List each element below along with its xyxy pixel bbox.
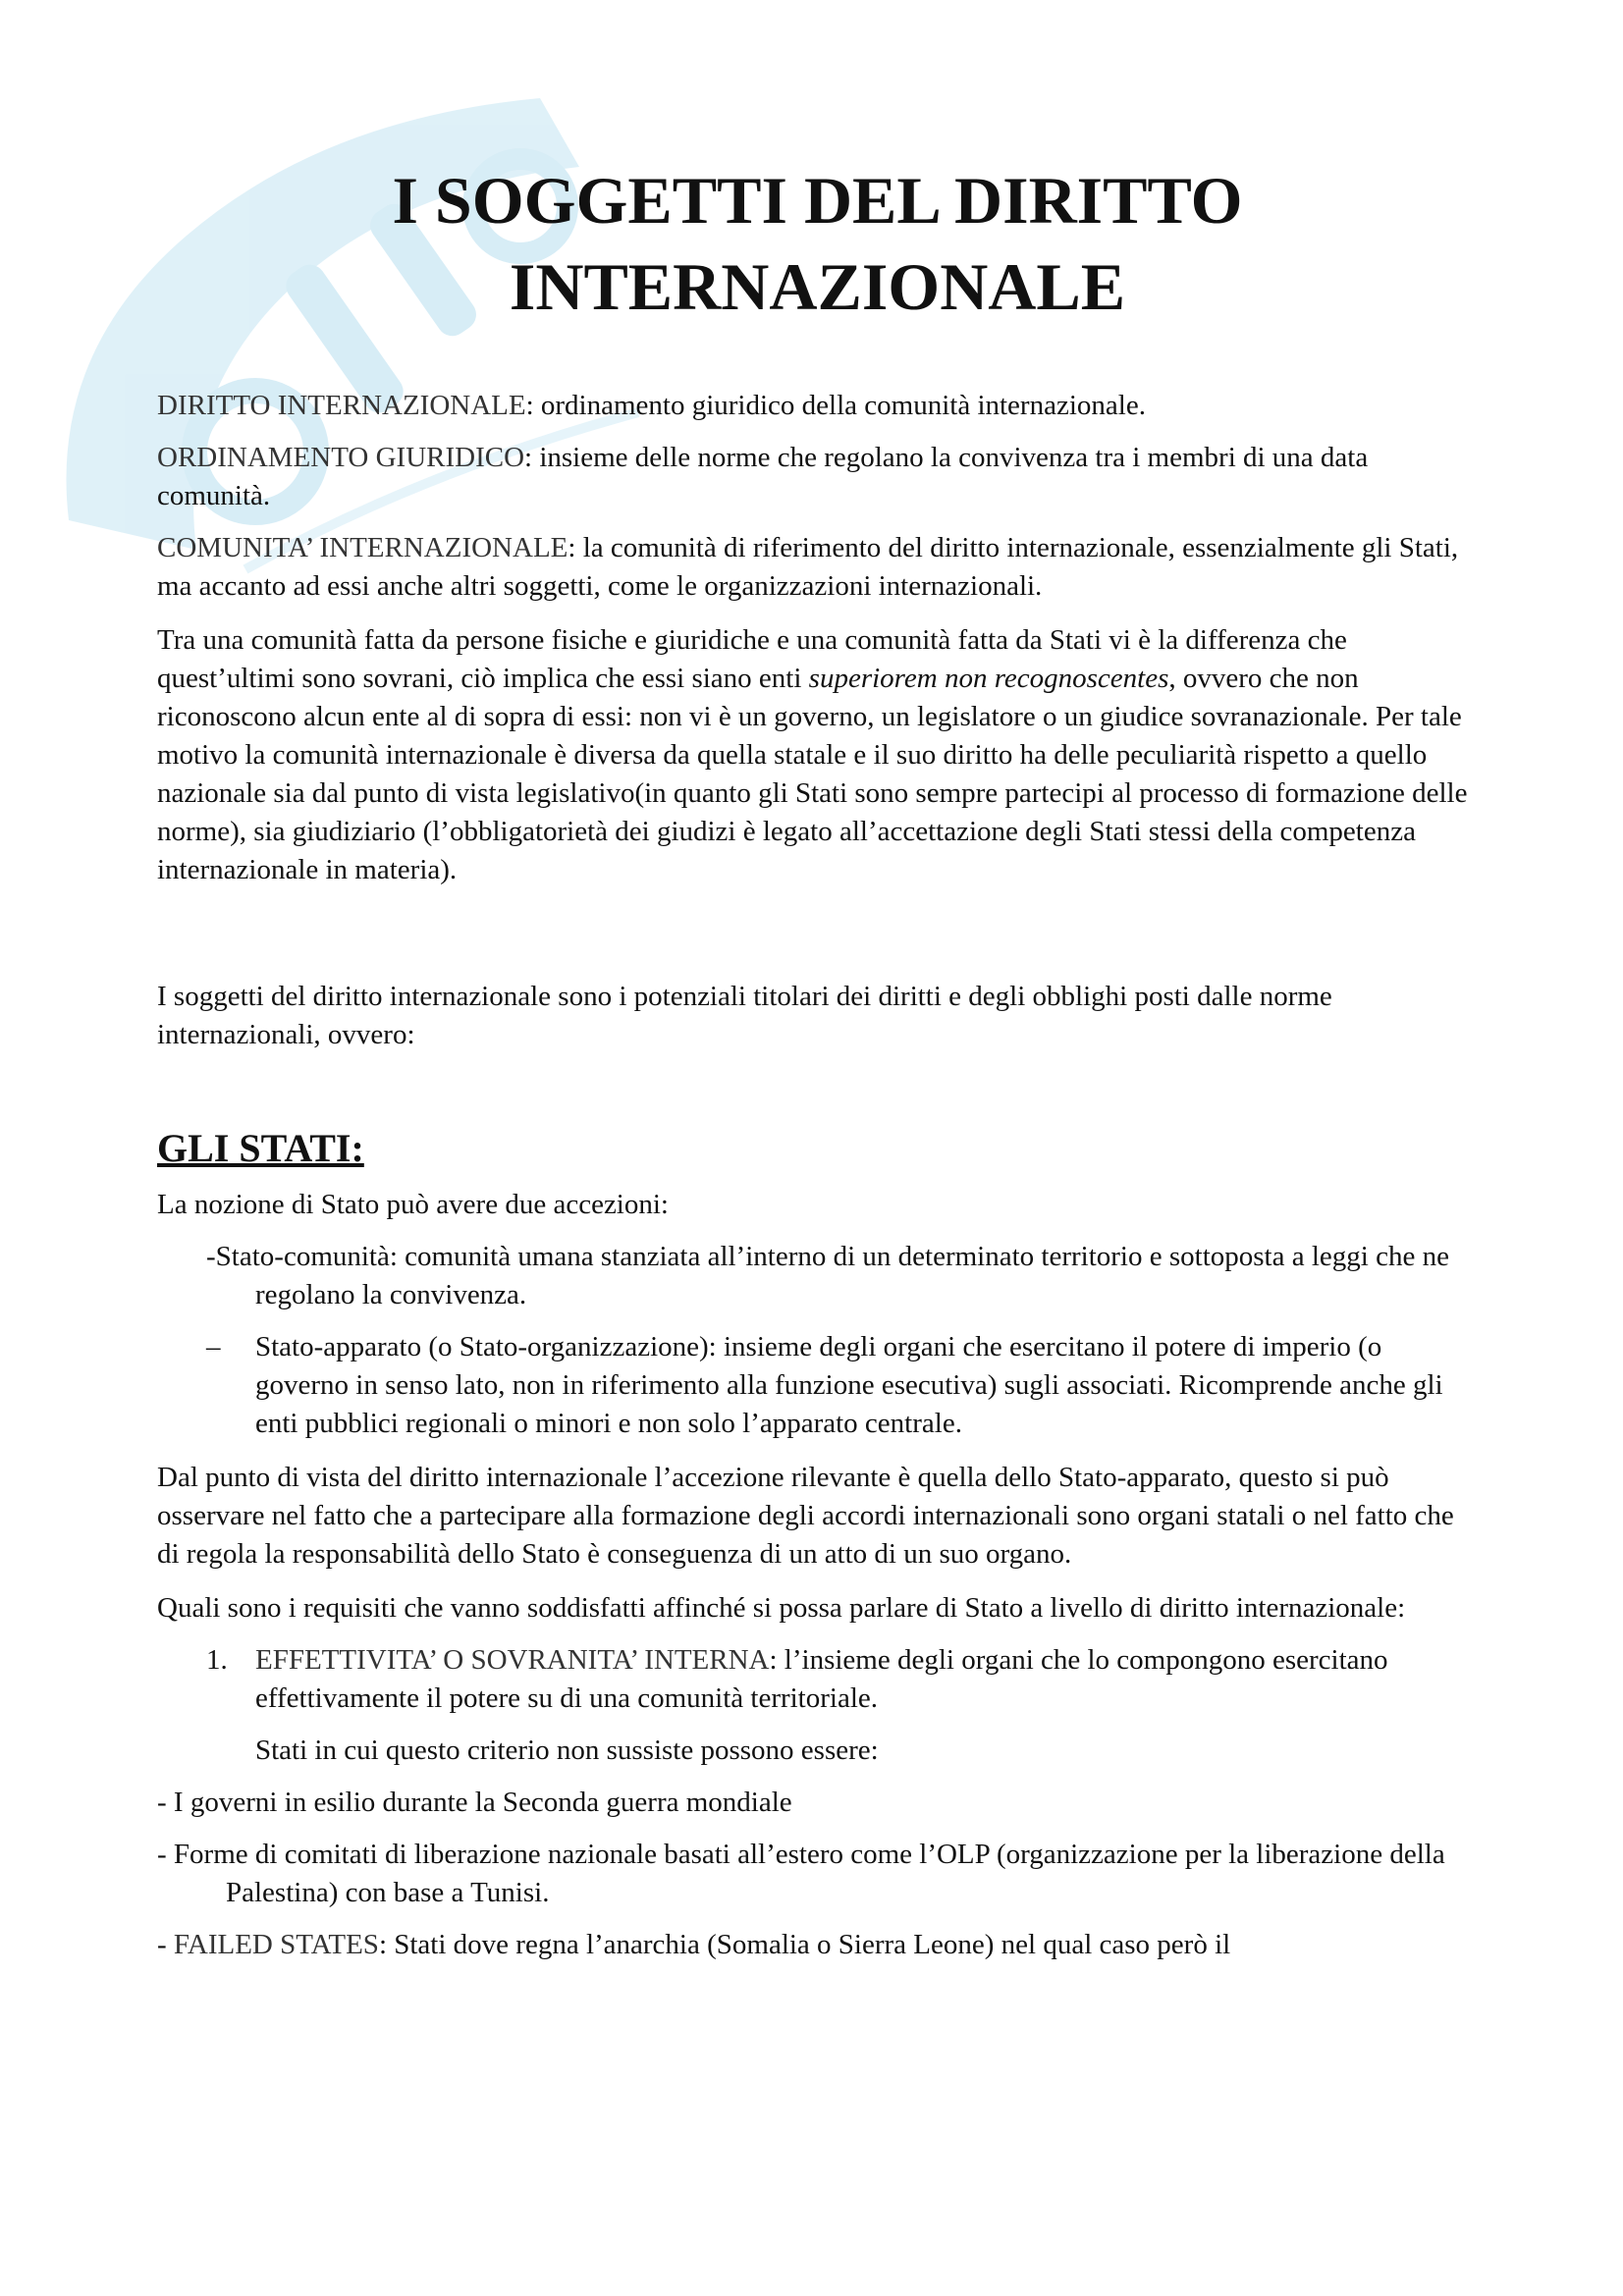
title-line-1: I SOGGETTI DEL DIRITTO	[392, 163, 1243, 238]
list-item	[157, 1238, 1478, 1314]
requirement-term: EFFETTIVITA’ O SOVRANITA’ INTERNA	[255, 1644, 770, 1676]
list-item-text: Stato-apparato (o Stato-organizzazione): insieme degli organi che esercitano il potere di imperio (o governo in senso lato, non in riferimento alla funzione esecutiva) sugli associati. Ricomprende anche gli enti pubblici regionali o minori e non solo l’apparato centrale.	[255, 1331, 1443, 1439]
list-dash: -	[206, 1241, 216, 1272]
list-number: 1.	[206, 1644, 228, 1676]
list-item	[157, 1641, 1478, 1718]
list-dash: -	[157, 1929, 174, 1960]
exceptions-lead: Stati in cui questo criterio non sussiste possono essere:	[255, 1735, 879, 1766]
document-page	[157, 0, 1478, 1964]
list-item	[157, 1926, 1478, 1964]
definition-ordinamento-giuridico	[157, 439, 1478, 515]
list-item-text: : Stati dove regna l’anarchia (Somalia o Sierra Leone) nel qual caso però il	[378, 1929, 1231, 1960]
paragraph-text: , ovvero che non riconoscono alcun ente al di sopra di essi: non vi è un governo, un legislatore o un giudice sovranazionale. Per tale motivo la comunità internazionale è diversa da quella statale e il suo diritto ha delle peculiarità rispetto a quello nazionale sia dal punto di vista legislativo(in quanto gli Stati sono sempre partecipi al processo di formazione delle norme), sia giudiziario (l’obbligatorietà dei giudizi è legato all’accettazione degli Stati stessi della competenza internazionale in materia).	[157, 663, 1468, 885]
latin-term: superiorem non recognoscentes	[808, 663, 1169, 694]
exceptions-list	[157, 1784, 1478, 1964]
list-item-text: Forme di comitati di liberazione nazionale basati all’estero come l’OLP (organizzazione per la liberazione della Palestina) con base a Tunisi.	[173, 1839, 1445, 1908]
paragraph-subjects-intro: I soggetti del diritto internazionale sono i potenziali titolari dei diritti e degli obblighi posti dalle norme internazionali, ovvero:	[157, 981, 1332, 1050]
requirements-lead: Quali sono i requisiti che vanno soddisfatti affinché si possa parlare di Stato a livello di diritto internazionale:	[157, 1592, 1406, 1624]
document-title	[157, 157, 1478, 330]
definition-diritto-internazionale	[157, 387, 1478, 425]
list-dash: -	[157, 1839, 174, 1870]
stati-meanings-list	[157, 1238, 1478, 1443]
paragraph-sovereignty	[157, 621, 1478, 889]
stati-lead: La nozione di Stato può avere due accezioni:	[157, 1189, 669, 1220]
list-item-term: FAILED STATES	[173, 1929, 379, 1960]
definition-text: : la comunità di riferimento del diritto internazionale, essenzialmente gli Stati, ma accanto ad essi anche altri soggetti, come le organizzazioni internazionali.	[157, 532, 1459, 602]
definitions-block	[157, 387, 1478, 606]
definition-term: ORDINAMENTO GIURIDICO	[157, 442, 525, 473]
list-item	[157, 1836, 1478, 1912]
definition-term: COMUNITA’ INTERNAZIONALE	[157, 532, 568, 563]
definition-comunita-internazionale	[157, 529, 1478, 606]
definition-text: : ordinamento giuridico della comunità internazionale.	[525, 390, 1146, 421]
definition-term: DIRITTO INTERNAZIONALE	[157, 390, 526, 421]
requirement-text: : l’insieme degli organi che lo compongono esercitano effettivamente il potere su di una comunità territoriale.	[255, 1644, 1388, 1714]
list-item	[157, 1328, 1478, 1443]
requirements-list	[157, 1641, 1478, 1718]
list-item-text: I governi in esilio durante la Seconda guerra mondiale	[173, 1787, 792, 1818]
list-dash: –	[206, 1331, 221, 1362]
section-heading-stati: GLI STATI:	[157, 1126, 364, 1170]
paragraph-relevance: Dal punto di vista del diritto internazionale l’accezione rilevante è quella dello Stato-apparato, questo si può osservare nel fatto che a partecipare alla formazione degli accordi internazionali sono organi statali o nel fatto che di regola la responsabilità dello Stato è conseguenza di un atto di un suo organo.	[157, 1462, 1454, 1570]
paragraph-text: Tra una comunità fatta da persone fisiche e giuridiche e una comunità fatta da Stati vi è la differenza che quest’ultimi sono sovrani, ciò implica che essi siano enti	[157, 624, 1347, 694]
list-dash: -	[157, 1787, 174, 1818]
title-line-2: INTERNAZIONALE	[509, 249, 1126, 324]
definition-text: : insieme delle norme che regolano la convivenza tra i membri di una data comunità.	[157, 442, 1369, 511]
list-item-text: Stato-comunità: comunità umana stanziata all’interno di un determinato territorio e sottoposta a leggi che ne regolano la convivenza.	[215, 1241, 1449, 1310]
list-item	[157, 1784, 1478, 1822]
